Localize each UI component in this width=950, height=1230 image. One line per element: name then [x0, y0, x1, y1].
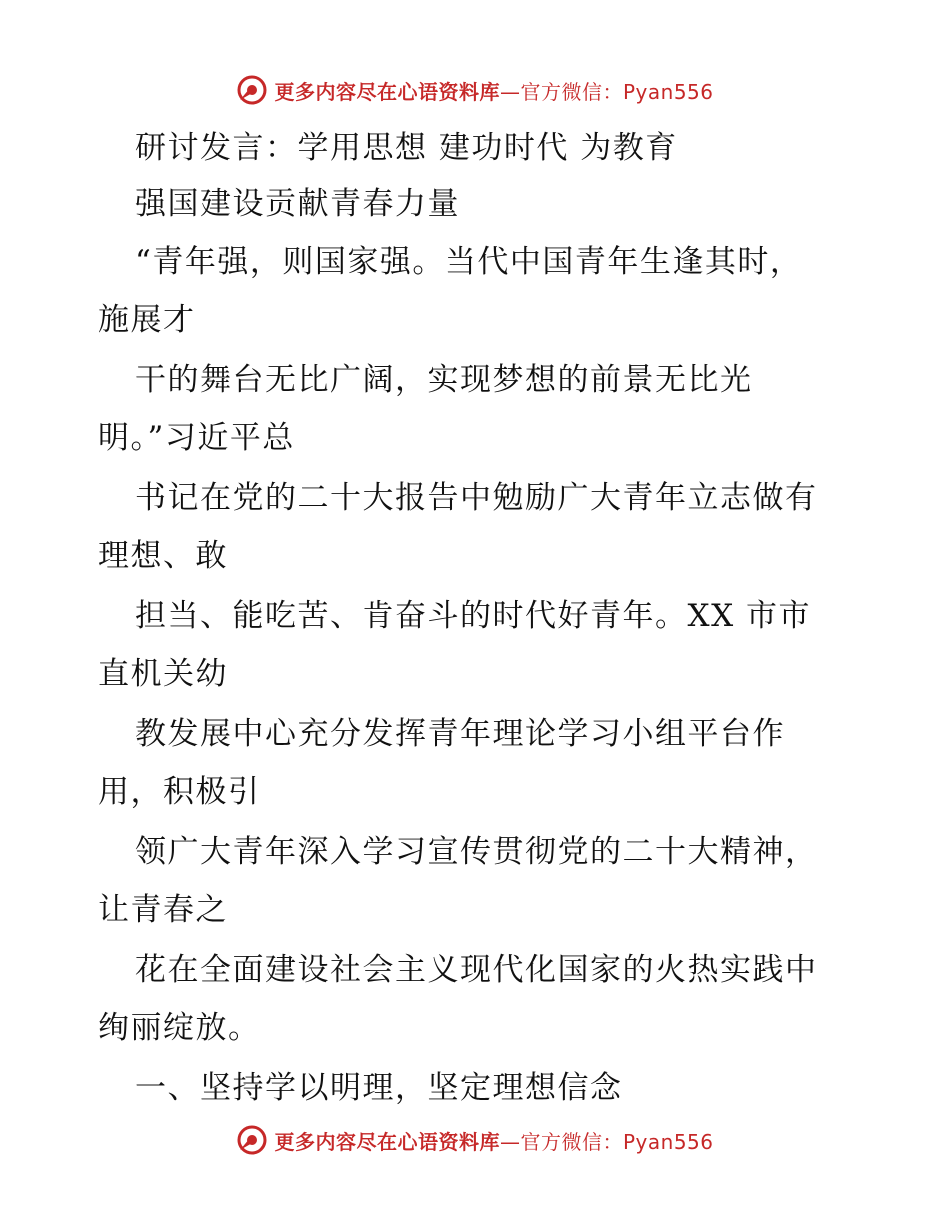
- doc-text-line: 领广大青年深入学习宣传贯彻党的二十大精神，: [135, 834, 818, 870]
- doc-text-line: 绚丽绽放。: [98, 1010, 261, 1046]
- banner-wechat-label: 官方微信：: [520, 79, 623, 104]
- doc-title-line-1: 研讨发言：学用思想 建功时代 为教育: [135, 130, 678, 166]
- banner-separator: —: [499, 79, 521, 104]
- doc-text-line: 书记在党的二十大报告中勉励广大青年立志做有: [135, 480, 818, 516]
- banner-wechat-id: Pyan556: [622, 79, 714, 104]
- doc-section-heading: 一、坚持学以明理，坚定理想信念: [135, 1070, 623, 1106]
- banner-wechat-id: Pyan556: [622, 1129, 714, 1154]
- doc-text-line: 花在全面建设社会主义现代化国家的火热实践中: [135, 952, 818, 988]
- doc-text-line: 明。”习近平总: [98, 420, 295, 456]
- banner-wechat-label: 官方微信：: [520, 1129, 623, 1154]
- logo-icon: [236, 1124, 268, 1156]
- doc-text-line: 施展才: [98, 302, 196, 338]
- doc-text-line: 用，积极引: [98, 774, 261, 810]
- doc-text-line: 让青春之: [98, 892, 228, 928]
- doc-text-line: 担当、能吃苦、肯奋斗的时代好青年。XX 市市: [135, 598, 811, 634]
- banner-brand: 更多内容尽在心语资料库: [274, 1129, 500, 1154]
- banner-brand: 更多内容尽在心语资料库: [274, 79, 500, 104]
- doc-text-line: 教发展中心充分发挥青年理论学习小组平台作: [135, 716, 785, 752]
- doc-text-line: “青年强，则国家强。当代中国青年生逢其时，: [135, 244, 803, 280]
- banner-text: [274, 1126, 713, 1155]
- doc-title-line-2: 强国建设贡献青春力量: [135, 186, 460, 222]
- doc-text-line: 干的舞台无比广阔，实现梦想的前景无比光: [135, 362, 753, 398]
- banner-text: [274, 76, 713, 105]
- logo-icon: [236, 74, 268, 106]
- banner-separator: —: [499, 1129, 521, 1154]
- header-banner: [0, 70, 950, 110]
- doc-text-line: 直机关幼: [98, 656, 228, 692]
- doc-text-line: 理想、敢: [98, 538, 228, 574]
- footer-banner: [0, 1120, 950, 1160]
